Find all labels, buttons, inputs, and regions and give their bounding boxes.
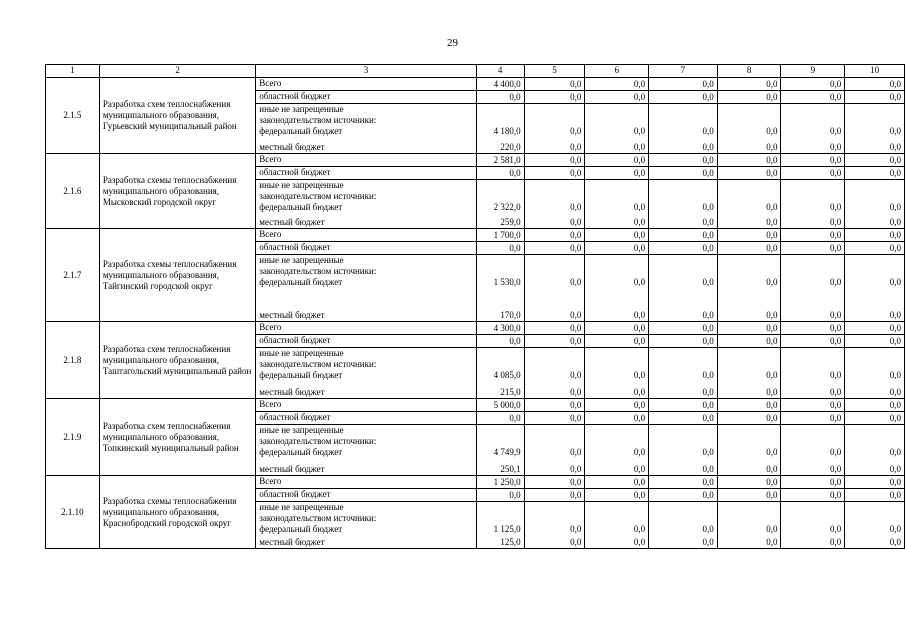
value-cell: 0,0 <box>781 154 845 167</box>
value-cell: 0,0 <box>845 461 905 476</box>
value-cell: 0,0 <box>524 524 585 536</box>
value-cell: 0,0 <box>717 536 781 549</box>
empty-cell <box>476 104 524 127</box>
value-cell: 0,0 <box>717 229 781 242</box>
label-regional: областной бюджет <box>256 91 476 104</box>
value-cell: 0,0 <box>524 370 585 384</box>
value-cell: 0,0 <box>585 524 649 536</box>
empty-cell <box>717 180 781 203</box>
label-regional: областной бюджет <box>256 242 476 255</box>
row-code: 2.1.10 <box>46 476 100 549</box>
value-cell: 0,0 <box>781 384 845 399</box>
value-cell: 0,0 <box>845 335 905 348</box>
empty-cell <box>649 425 718 448</box>
value-cell: 220,0 <box>476 139 524 154</box>
value-cell: 0,0 <box>717 322 781 335</box>
value-cell: 4 749,9 <box>476 447 524 461</box>
row-code: 2.1.7 <box>46 229 100 322</box>
value-cell: 0,0 <box>781 167 845 180</box>
empty-cell <box>476 502 524 525</box>
value-cell: 0,0 <box>524 447 585 461</box>
label-total: Всего <box>256 154 476 167</box>
empty-cell <box>781 425 845 448</box>
value-cell: 0,0 <box>585 139 649 154</box>
value-cell: 0,0 <box>585 536 649 549</box>
value-cell: 0,0 <box>585 489 649 502</box>
header-cell: 3 <box>256 65 476 78</box>
label-local: местный бюджет <box>256 384 476 399</box>
value-cell: 0,0 <box>524 242 585 255</box>
value-cell: 0,0 <box>717 524 781 536</box>
label-other-line1: иные не запрещенные <box>259 255 344 265</box>
label-other-line2: законодательством источники: <box>259 115 377 125</box>
row-name: Разработка схемы теплоснабжения муниципального образования, Тайгинский городской округ <box>99 229 255 322</box>
header-cell: 9 <box>781 65 845 78</box>
value-cell: 0,0 <box>476 335 524 348</box>
value-cell: 0,0 <box>649 335 718 348</box>
label-federal: федеральный бюджет <box>256 202 476 215</box>
value-cell: 0,0 <box>649 412 718 425</box>
value-cell: 0,0 <box>524 167 585 180</box>
value-cell: 0,0 <box>717 370 781 384</box>
value-cell: 0,0 <box>585 399 649 412</box>
value-cell: 0,0 <box>476 242 524 255</box>
budget-table <box>45 64 905 549</box>
value-cell: 0,0 <box>649 154 718 167</box>
value-cell: 0,0 <box>781 412 845 425</box>
value-cell: 0,0 <box>845 215 905 229</box>
row-code: 2.1.8 <box>46 322 100 399</box>
empty-cell <box>845 255 905 278</box>
value-cell: 0,0 <box>649 91 718 104</box>
value-cell: 0,0 <box>585 126 649 139</box>
empty-cell <box>845 348 905 371</box>
value-cell: 0,0 <box>649 126 718 139</box>
empty-cell <box>476 348 524 371</box>
page-number: 29 <box>447 37 458 49</box>
value-cell: 0,0 <box>845 229 905 242</box>
value-cell: 0,0 <box>649 295 718 322</box>
row-name: Разработка схем теплоснабжения муниципального образования, Таштагольский муниципальный район <box>99 322 255 399</box>
value-cell: 0,0 <box>649 322 718 335</box>
label-federal: федеральный бюджет <box>256 277 476 295</box>
label-regional: областной бюджет <box>256 412 476 425</box>
value-cell: 0,0 <box>845 524 905 536</box>
empty-cell <box>524 255 585 278</box>
label-other-sources <box>256 255 476 278</box>
value-cell: 0,0 <box>524 202 585 215</box>
value-cell: 0,0 <box>585 277 649 295</box>
value-cell: 0,0 <box>781 399 845 412</box>
value-cell: 0,0 <box>781 242 845 255</box>
value-cell: 0,0 <box>649 167 718 180</box>
empty-cell <box>845 180 905 203</box>
empty-cell <box>649 255 718 278</box>
label-regional: областной бюджет <box>256 489 476 502</box>
label-federal: федеральный бюджет <box>256 524 476 536</box>
value-cell: 0,0 <box>717 295 781 322</box>
empty-cell <box>649 104 718 127</box>
value-cell: 0,0 <box>717 215 781 229</box>
label-other-sources <box>256 180 476 203</box>
value-cell: 0,0 <box>585 229 649 242</box>
empty-cell <box>781 348 845 371</box>
empty-cell <box>524 180 585 203</box>
value-cell: 0,0 <box>781 489 845 502</box>
value-cell: 0,0 <box>845 476 905 489</box>
label-total: Всего <box>256 399 476 412</box>
value-cell: 0,0 <box>649 489 718 502</box>
label-other-line2: законодательством источники: <box>259 359 377 369</box>
value-cell: 0,0 <box>717 412 781 425</box>
value-cell: 0,0 <box>585 295 649 322</box>
empty-cell <box>717 502 781 525</box>
value-cell: 0,0 <box>781 447 845 461</box>
label-other-line2: законодательством источники: <box>259 513 377 523</box>
value-cell: 0,0 <box>585 447 649 461</box>
value-cell: 4 300,0 <box>476 322 524 335</box>
value-cell: 0,0 <box>781 78 845 91</box>
value-cell: 0,0 <box>717 461 781 476</box>
empty-cell <box>717 255 781 278</box>
value-cell: 0,0 <box>781 295 845 322</box>
table-row <box>46 399 905 412</box>
value-cell: 0,0 <box>585 167 649 180</box>
empty-cell <box>476 255 524 278</box>
value-cell: 0,0 <box>476 489 524 502</box>
table-row <box>46 229 905 242</box>
value-cell: 0,0 <box>649 242 718 255</box>
value-cell: 4 400,0 <box>476 78 524 91</box>
row-name: Разработка схем теплоснабжения муниципального образования, Топкинский муниципальный район <box>99 399 255 476</box>
label-other-sources <box>256 348 476 371</box>
value-cell: 0,0 <box>781 524 845 536</box>
value-cell: 0,0 <box>524 384 585 399</box>
table-row <box>46 476 905 489</box>
header-cell: 10 <box>845 65 905 78</box>
empty-cell <box>585 255 649 278</box>
value-cell: 0,0 <box>845 489 905 502</box>
value-cell: 215,0 <box>476 384 524 399</box>
value-cell: 1 530,0 <box>476 277 524 295</box>
value-cell: 1 125,0 <box>476 524 524 536</box>
value-cell: 0,0 <box>649 202 718 215</box>
value-cell: 0,0 <box>524 536 585 549</box>
value-cell: 0,0 <box>585 461 649 476</box>
value-cell: 0,0 <box>845 536 905 549</box>
value-cell: 0,0 <box>717 202 781 215</box>
header-cell: 7 <box>649 65 718 78</box>
value-cell: 0,0 <box>524 335 585 348</box>
value-cell: 0,0 <box>845 167 905 180</box>
value-cell: 0,0 <box>649 229 718 242</box>
value-cell: 0,0 <box>649 524 718 536</box>
row-name: Разработка схемы теплоснабжения муниципального образования, Краснобродский городской округ <box>99 476 255 549</box>
value-cell: 0,0 <box>781 322 845 335</box>
value-cell: 0,0 <box>781 476 845 489</box>
value-cell: 0,0 <box>524 295 585 322</box>
value-cell: 1 250,0 <box>476 476 524 489</box>
value-cell: 0,0 <box>524 229 585 242</box>
value-cell: 0,0 <box>717 399 781 412</box>
value-cell: 0,0 <box>524 139 585 154</box>
value-cell: 0,0 <box>845 295 905 322</box>
value-cell: 0,0 <box>649 447 718 461</box>
row-code: 2.1.9 <box>46 399 100 476</box>
value-cell: 259,0 <box>476 215 524 229</box>
value-cell: 0,0 <box>524 126 585 139</box>
empty-cell <box>717 425 781 448</box>
value-cell: 0,0 <box>845 370 905 384</box>
value-cell: 0,0 <box>524 489 585 502</box>
label-total: Всего <box>256 229 476 242</box>
value-cell: 0,0 <box>524 78 585 91</box>
value-cell: 0,0 <box>649 78 718 91</box>
header-cell: 8 <box>717 65 781 78</box>
empty-cell <box>524 425 585 448</box>
value-cell: 0,0 <box>585 370 649 384</box>
table-row <box>46 78 905 91</box>
label-regional: областной бюджет <box>256 167 476 180</box>
empty-cell <box>585 502 649 525</box>
value-cell: 0,0 <box>476 167 524 180</box>
value-cell: 0,0 <box>845 277 905 295</box>
value-cell: 0,0 <box>649 536 718 549</box>
value-cell: 0,0 <box>585 476 649 489</box>
empty-cell <box>649 348 718 371</box>
value-cell: 170,0 <box>476 295 524 322</box>
empty-cell <box>781 502 845 525</box>
value-cell: 0,0 <box>717 154 781 167</box>
label-other-sources <box>256 502 476 525</box>
value-cell: 5 000,0 <box>476 399 524 412</box>
value-cell: 0,0 <box>717 447 781 461</box>
value-cell: 0,0 <box>524 322 585 335</box>
value-cell: 0,0 <box>845 322 905 335</box>
empty-cell <box>524 502 585 525</box>
value-cell: 0,0 <box>781 335 845 348</box>
value-cell: 0,0 <box>845 154 905 167</box>
value-cell: 0,0 <box>717 139 781 154</box>
value-cell: 0,0 <box>476 412 524 425</box>
empty-cell <box>781 104 845 127</box>
value-cell: 0,0 <box>781 91 845 104</box>
value-cell: 0,0 <box>845 202 905 215</box>
empty-cell <box>845 502 905 525</box>
label-local: местный бюджет <box>256 215 476 229</box>
header-cell: 6 <box>585 65 649 78</box>
value-cell: 0,0 <box>649 370 718 384</box>
value-cell: 0,0 <box>524 476 585 489</box>
empty-cell <box>845 425 905 448</box>
empty-cell <box>845 104 905 127</box>
label-other-sources <box>256 425 476 448</box>
value-cell: 0,0 <box>585 202 649 215</box>
value-cell: 0,0 <box>845 384 905 399</box>
value-cell: 0,0 <box>649 215 718 229</box>
value-cell: 0,0 <box>649 476 718 489</box>
value-cell: 0,0 <box>649 399 718 412</box>
row-name: Разработка схем теплоснабжения муниципального образования, Гурьевский муниципальный район <box>99 78 255 154</box>
value-cell: 0,0 <box>781 277 845 295</box>
header-cell: 1 <box>46 65 100 78</box>
value-cell: 0,0 <box>649 461 718 476</box>
label-other-line2: законодательством источники: <box>259 266 377 276</box>
value-cell: 0,0 <box>717 476 781 489</box>
empty-cell <box>781 255 845 278</box>
value-cell: 0,0 <box>717 126 781 139</box>
value-cell: 0,0 <box>845 126 905 139</box>
value-cell: 0,0 <box>524 412 585 425</box>
empty-cell <box>524 104 585 127</box>
table-row <box>46 154 905 167</box>
empty-cell <box>781 180 845 203</box>
value-cell: 0,0 <box>524 91 585 104</box>
empty-cell <box>717 348 781 371</box>
header-cell: 5 <box>524 65 585 78</box>
label-other-sources <box>256 104 476 127</box>
value-cell: 0,0 <box>585 215 649 229</box>
empty-cell <box>585 425 649 448</box>
label-other-line2: законодательством источники: <box>259 191 377 201</box>
value-cell: 0,0 <box>524 461 585 476</box>
label-other-line1: иные не запрещенные <box>259 425 344 435</box>
value-cell: 0,0 <box>781 370 845 384</box>
value-cell: 0,0 <box>717 335 781 348</box>
value-cell: 0,0 <box>585 412 649 425</box>
value-cell: 0,0 <box>781 536 845 549</box>
label-federal: федеральный бюджет <box>256 370 476 384</box>
label-local: местный бюджет <box>256 461 476 476</box>
table-row <box>46 322 905 335</box>
value-cell: 2 322,0 <box>476 202 524 215</box>
value-cell: 0,0 <box>585 322 649 335</box>
value-cell: 0,0 <box>717 167 781 180</box>
label-other-line2: законодательством источники: <box>259 436 377 446</box>
label-total: Всего <box>256 476 476 489</box>
empty-cell <box>649 180 718 203</box>
value-cell: 0,0 <box>524 399 585 412</box>
value-cell: 0,0 <box>781 139 845 154</box>
value-cell: 0,0 <box>649 277 718 295</box>
value-cell: 4 180,0 <box>476 126 524 139</box>
value-cell: 0,0 <box>781 461 845 476</box>
value-cell: 0,0 <box>781 229 845 242</box>
header-row <box>46 65 905 78</box>
value-cell: 0,0 <box>845 78 905 91</box>
empty-cell <box>476 180 524 203</box>
value-cell: 0,0 <box>649 139 718 154</box>
value-cell: 0,0 <box>845 447 905 461</box>
header-cell: 4 <box>476 65 524 78</box>
value-cell: 0,0 <box>476 91 524 104</box>
label-total: Всего <box>256 322 476 335</box>
value-cell: 0,0 <box>524 215 585 229</box>
empty-cell <box>476 425 524 448</box>
label-local: местный бюджет <box>256 295 476 322</box>
value-cell: 0,0 <box>585 154 649 167</box>
value-cell: 0,0 <box>845 139 905 154</box>
value-cell: 0,0 <box>717 242 781 255</box>
value-cell: 4 085,0 <box>476 370 524 384</box>
empty-cell <box>585 180 649 203</box>
empty-cell <box>649 502 718 525</box>
value-cell: 250,1 <box>476 461 524 476</box>
label-federal: федеральный бюджет <box>256 447 476 461</box>
value-cell: 125,0 <box>476 536 524 549</box>
value-cell: 0,0 <box>524 154 585 167</box>
value-cell: 0,0 <box>585 384 649 399</box>
header-cell: 2 <box>99 65 255 78</box>
value-cell: 0,0 <box>845 399 905 412</box>
value-cell: 0,0 <box>717 489 781 502</box>
empty-cell <box>585 104 649 127</box>
value-cell: 0,0 <box>717 78 781 91</box>
value-cell: 0,0 <box>845 91 905 104</box>
value-cell: 0,0 <box>717 91 781 104</box>
value-cell: 0,0 <box>585 78 649 91</box>
value-cell: 0,0 <box>585 242 649 255</box>
row-code: 2.1.5 <box>46 78 100 154</box>
value-cell: 0,0 <box>585 91 649 104</box>
value-cell: 2 581,0 <box>476 154 524 167</box>
value-cell: 0,0 <box>845 412 905 425</box>
value-cell: 0,0 <box>649 384 718 399</box>
label-federal: федеральный бюджет <box>256 126 476 139</box>
value-cell: 0,0 <box>845 242 905 255</box>
value-cell: 0,0 <box>585 335 649 348</box>
value-cell: 0,0 <box>781 215 845 229</box>
label-other-line1: иные не запрещенные <box>259 104 344 114</box>
label-other-line1: иные не запрещенные <box>259 180 344 190</box>
label-local: местный бюджет <box>256 536 476 549</box>
value-cell: 0,0 <box>717 277 781 295</box>
value-cell: 1 700,0 <box>476 229 524 242</box>
label-other-line1: иные не запрещенные <box>259 502 344 512</box>
empty-cell <box>524 348 585 371</box>
label-regional: областной бюджет <box>256 335 476 348</box>
value-cell: 0,0 <box>781 202 845 215</box>
empty-cell <box>717 104 781 127</box>
label-other-line1: иные не запрещенные <box>259 348 344 358</box>
row-name: Разработка схемы теплоснабжения муниципального образования, Мысковский городской округ <box>99 154 255 229</box>
empty-cell <box>585 348 649 371</box>
label-local: местный бюджет <box>256 139 476 154</box>
value-cell: 0,0 <box>524 277 585 295</box>
label-total: Всего <box>256 78 476 91</box>
value-cell: 0,0 <box>717 384 781 399</box>
value-cell: 0,0 <box>781 126 845 139</box>
row-code: 2.1.6 <box>46 154 100 229</box>
